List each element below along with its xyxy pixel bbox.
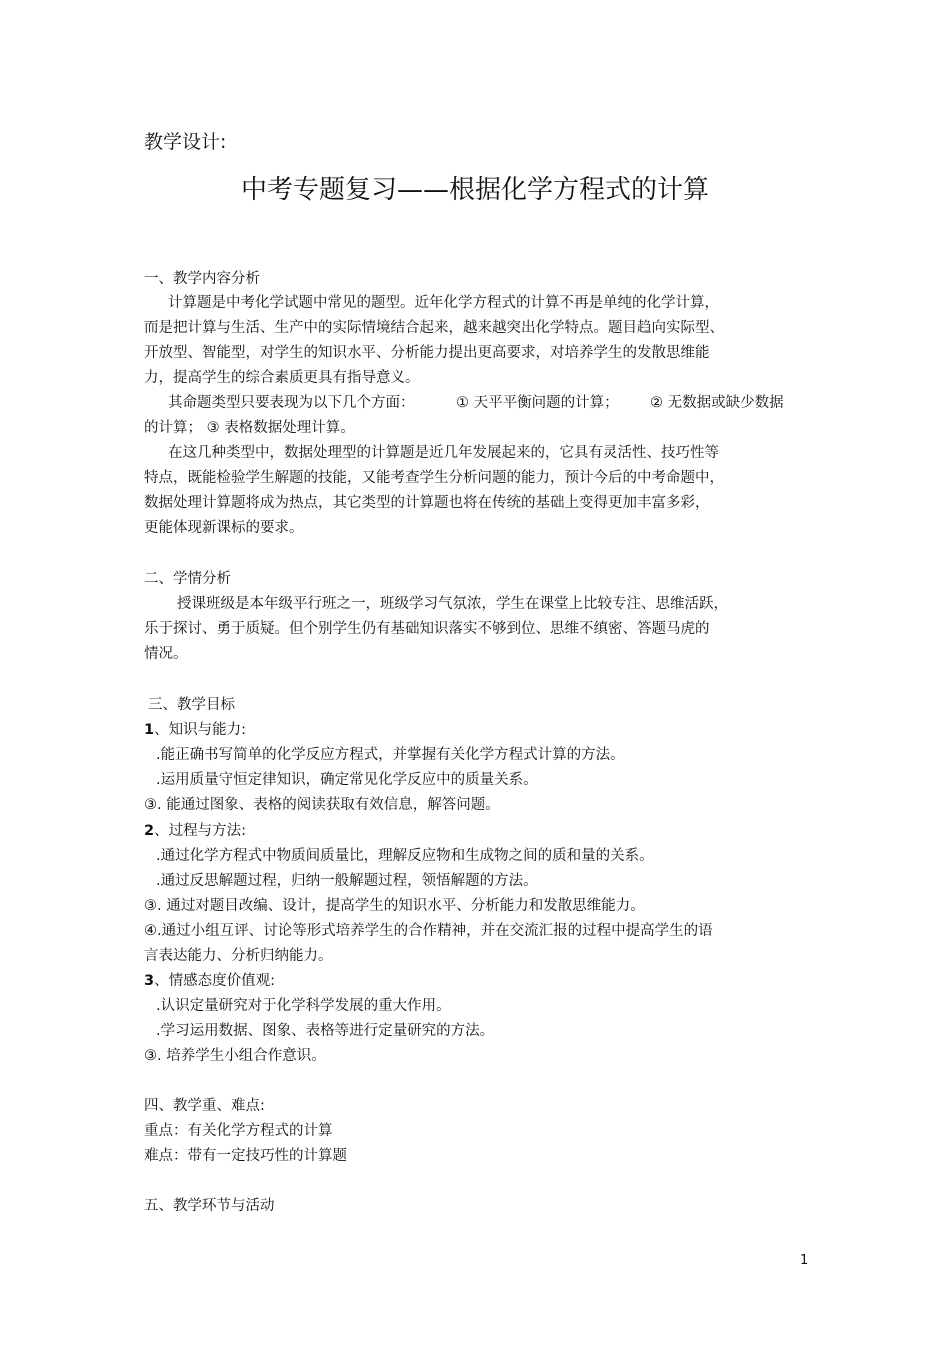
objective-group-heading xyxy=(144,971,275,991)
objective-group-heading xyxy=(144,821,246,841)
list-item: .通过化学方程式中物质间质量比，理解反应物和生成物之间的质和量的关系。 xyxy=(156,848,654,864)
paragraph-line: 情况。 xyxy=(144,646,188,662)
list-item: .学习运用数据、图象、表格等进行定量研究的方法。 xyxy=(156,1023,495,1039)
group-number: 3 xyxy=(144,973,155,989)
list-item: .能正确书写简单的化学反应方程式，并掌握有关化学方程式计算的方法。 xyxy=(156,747,625,763)
paragraph-line: 其命题类型只要表现为以下几个方面： xyxy=(168,395,415,411)
paragraph-line: 开放型、智能型，对学生的知识水平、分析能力提出更高要求，对培养学生的发散思维能 xyxy=(144,345,710,361)
paragraph-line: 的计算； ③ 表格数据处理计算。 xyxy=(144,420,355,436)
paragraph-line: 特点，既能检验学生解题的技能，又能考查学生分析问题的能力，预计今后的中考命题中， xyxy=(144,470,724,486)
section-heading-activities: 五、教学环节与活动 xyxy=(144,1198,275,1214)
list-item: ③. 能通过图象、表格的阅读获取有效信息，解答问题。 xyxy=(144,797,500,813)
list-item: ① 天平平衡问题的计算； xyxy=(456,395,619,411)
group-title: 、过程与方法: xyxy=(154,823,246,839)
doc-label: 教学设计: xyxy=(144,131,227,153)
paragraph-line: 在这几种类型中，数据处理型的计算题是近几年发展起来的，它具有灵活性、技巧性等 xyxy=(168,445,719,461)
section-heading-content-analysis: 一、教学内容分析 xyxy=(144,271,260,287)
group-number: 2 xyxy=(144,823,155,839)
paragraph-line: 计算题是中考化学试题中常见的题型。近年化学方程式的计算不再是单纯的化学计算， xyxy=(168,295,719,311)
list-item: .认识定量研究对于化学科学发展的重大作用。 xyxy=(156,998,451,1014)
paragraph-line: 乐于探讨、勇于质疑。但个别学生仍有基础知识落实不够到位、思维不缜密、答题马虎的 xyxy=(144,621,710,637)
list-item: ③. 通过对题目改编、设计，提高学生的知识水平、分析能力和发散思维能力。 xyxy=(144,898,645,914)
section-heading-student-analysis: 二、学情分析 xyxy=(144,571,231,587)
group-number: 1 xyxy=(144,722,155,738)
list-item: .通过反思解题过程，归纳一般解题过程，领悟解题的方法。 xyxy=(156,873,538,889)
paragraph-line: 数据处理计算题将成为热点，其它类型的计算题也将在传统的基础上变得更加丰富多彩， xyxy=(144,495,710,511)
difficult-point: 难点：带有一定技巧性的计算题 xyxy=(144,1148,347,1164)
group-title: 、知识与能力: xyxy=(154,722,246,738)
list-item: ④.通过小组互评、讨论等形式培养学生的合作精神，并在交流汇报的过程中提高学生的语 xyxy=(144,923,713,939)
list-item: ② 无数据或缺少数据 xyxy=(650,395,784,411)
group-title: 、情感态度价值观: xyxy=(154,973,275,989)
list-item: .运用质量守恒定律知识，确定常见化学反应中的质量关系。 xyxy=(156,772,538,788)
section-heading-objectives: 三、教学目标 xyxy=(148,697,235,713)
paragraph-line: 力，提高学生的综合素质更具有指导意义。 xyxy=(144,370,420,386)
list-item: 言表达能力、分析归纳能力。 xyxy=(144,948,333,964)
paragraph-line: 而是把计算与生活、生产中的实际情境结合起来，越来越突出化学特点。题目趋向实际型、 xyxy=(144,320,724,336)
key-point: 重点：有关化学方程式的计算 xyxy=(144,1123,333,1139)
page-title: 中考专题复习——根据化学方程式的计算 xyxy=(240,175,709,205)
paragraph-line: 更能体现新课标的要求。 xyxy=(144,520,304,536)
section-heading-key-points: 四、教学重、难点: xyxy=(144,1098,265,1114)
paragraph-line: 授课班级是本年级平行班之一，班级学习气氛浓，学生在课堂上比较专注、思维活跃， xyxy=(177,596,728,612)
list-item: ③. 培养学生小组合作意识。 xyxy=(144,1048,326,1064)
objective-group-heading xyxy=(144,720,246,740)
page-number: 1 xyxy=(800,1253,809,1268)
